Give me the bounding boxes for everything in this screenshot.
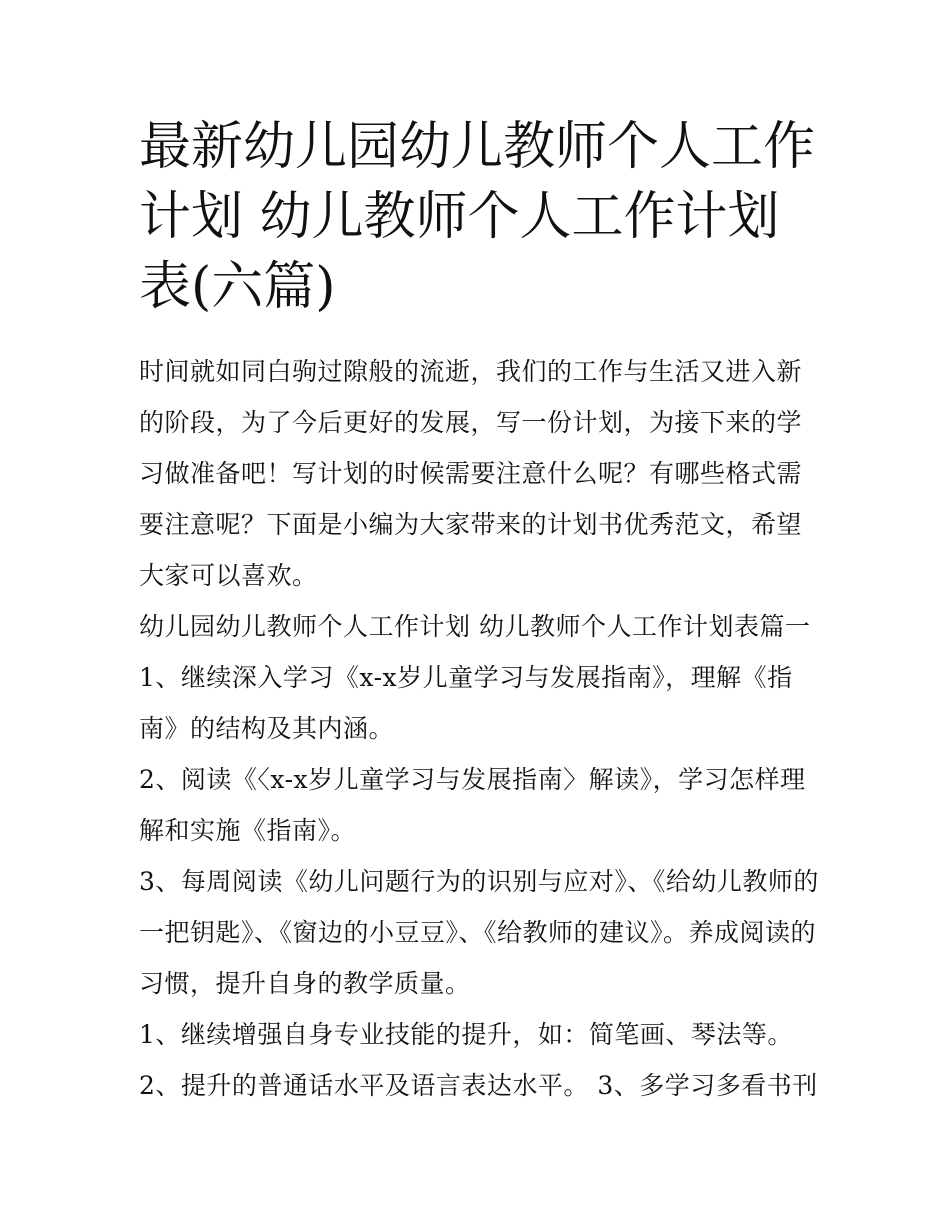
list-item: 1、继续深入学习《x-x岁儿童学习与发展指南》，理解《指南》的结构及其内涵。 [139, 663, 793, 743]
section-heading: 幼儿园幼儿教师个人工作计划 幼儿教师个人工作计划表篇一 [139, 612, 811, 641]
intro-paragraph: 时间就如同白驹过隙般的流逝，我们的工作与生活又进入新的阶段，为了今后更好的发展，写一份计划，为接下来的学习做准备吧！写计划的时候需要注意什么呢？有哪些格式需要注意呢？下面是小编为大家带来的计划书优秀范文，希望大家可以喜欢。 [139, 357, 803, 590]
document-title: 最新幼儿园幼儿教师个人工作计划 幼儿教师个人工作计划表(六篇) [139, 117, 816, 317]
document-page [139, 112, 819, 1111]
list-item: 1、继续增强自身专业技能的提升，如：简笔画、琴法等。 [139, 1020, 793, 1049]
document-body [139, 346, 819, 1111]
list-item: 2、提升的普通话水平及语言表达水平。 3、多学习多看书刊 [139, 1071, 818, 1100]
list-item: 3、每周阅读《幼儿问题行为的识别与应对》、《给幼儿教师的一把钥匙》、《窗边的小豆豆》、《给教师的建议》。养成阅读的习惯，提升自身的教学质量。 [139, 867, 819, 998]
list-item: 2、阅读《〈x-x岁儿童学习与发展指南〉解读》，学习怎样理解和实施《指南》。 [139, 765, 806, 845]
